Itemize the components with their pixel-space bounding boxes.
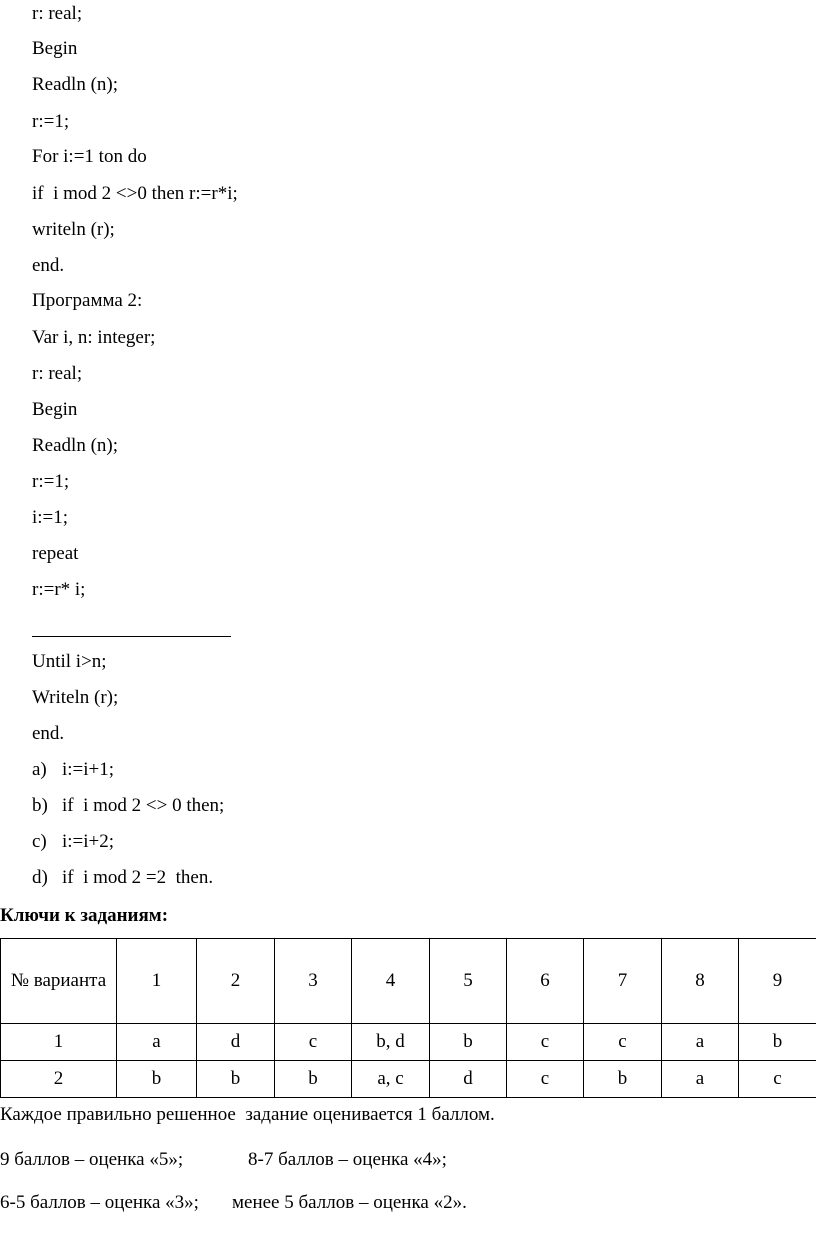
table-cell: b (739, 1024, 816, 1061)
table-cell: b (117, 1061, 197, 1098)
table-cell: d (197, 1024, 275, 1061)
table-cell: a (117, 1024, 197, 1061)
table-header-cell: 6 (507, 939, 584, 1024)
table-row (1, 1061, 816, 1098)
code-line: Readln (n); (32, 74, 119, 95)
option-label: d) (32, 867, 48, 888)
code-line: writeln (r); (32, 219, 115, 240)
code-line: end. (32, 723, 65, 744)
option-text: if i mod 2 =2 then. (62, 867, 214, 888)
option-text: i:=i+2; (62, 831, 115, 852)
answer-option (32, 795, 224, 817)
scoring-note: Каждое правильно решенное задание оценивается 1 баллом. (0, 1104, 495, 1125)
table-cell: a, c (352, 1061, 430, 1098)
code-line: r:=r* i; (32, 579, 86, 600)
answer-option (32, 831, 114, 853)
option-text: if i mod 2 <> 0 then; (62, 795, 225, 816)
table-header-cell: 4 (352, 939, 430, 1024)
table-cell: c (507, 1024, 584, 1061)
code-line: Readln (n); (32, 435, 119, 456)
code-line: r:=1; (32, 111, 70, 132)
table-cell: d (430, 1061, 507, 1098)
table-header-cell: 8 (662, 939, 739, 1024)
option-label: b) (32, 795, 48, 816)
table-header-row (1, 939, 816, 1024)
table-header-cell: 3 (275, 939, 352, 1024)
table-cell: b (584, 1061, 662, 1098)
table-header-cell: 7 (584, 939, 662, 1024)
grade-3-note: 6-5 баллов – оценка «3»; (0, 1192, 199, 1213)
keys-heading: Ключи к заданиям: (0, 905, 169, 926)
code-line: r: real; (32, 363, 83, 384)
code-line: end. (32, 255, 65, 276)
table-row (1, 1024, 816, 1061)
table-cell: c (275, 1024, 352, 1061)
program-2-title: Программа 2: (32, 290, 143, 311)
table-header-cell: 9 (739, 939, 816, 1024)
grade-4-note: 8-7 баллов – оценка «4»; (248, 1149, 447, 1170)
code-line: r: real; (32, 3, 83, 24)
table-header-cell: № варианта (1, 939, 117, 1024)
table-header-cell: 1 (117, 939, 197, 1024)
code-line: Writeln (r); (32, 687, 119, 708)
option-label: c) (32, 831, 47, 852)
table-header-cell: 5 (430, 939, 507, 1024)
option-label: a) (32, 759, 47, 780)
table-cell: b (197, 1061, 275, 1098)
table-cell: c (584, 1024, 662, 1061)
code-line: Begin (32, 399, 78, 420)
answer-option (32, 867, 213, 889)
code-line: Var i, n: integer; (32, 327, 156, 348)
answer-key-table (0, 938, 816, 1098)
table-cell: c (739, 1061, 816, 1098)
code-line: Until i>n; (32, 651, 107, 672)
code-line: repeat (32, 543, 79, 564)
answer-option (32, 759, 114, 781)
table-header-cell: 2 (197, 939, 275, 1024)
table-cell: b, d (352, 1024, 430, 1061)
table-cell: c (507, 1061, 584, 1098)
code-line: if i mod 2 <>0 then r:=r*i; (32, 183, 238, 204)
code-line: Begin (32, 38, 78, 59)
code-line: r:=1; (32, 471, 70, 492)
table-cell: a (662, 1024, 739, 1061)
grade-2-note: менее 5 баллов – оценка «2». (232, 1192, 467, 1213)
option-text: i:=i+1; (62, 759, 115, 780)
table-cell: a (662, 1061, 739, 1098)
fill-in-blank-line (32, 636, 231, 637)
table-cell: b (430, 1024, 507, 1061)
grade-5-note: 9 баллов – оценка «5»; (0, 1149, 184, 1170)
table-cell: b (275, 1061, 352, 1098)
table-cell: 2 (1, 1061, 117, 1098)
code-line: For i:=1 ton do (32, 146, 147, 167)
table-cell: 1 (1, 1024, 117, 1061)
code-line: i:=1; (32, 507, 69, 528)
